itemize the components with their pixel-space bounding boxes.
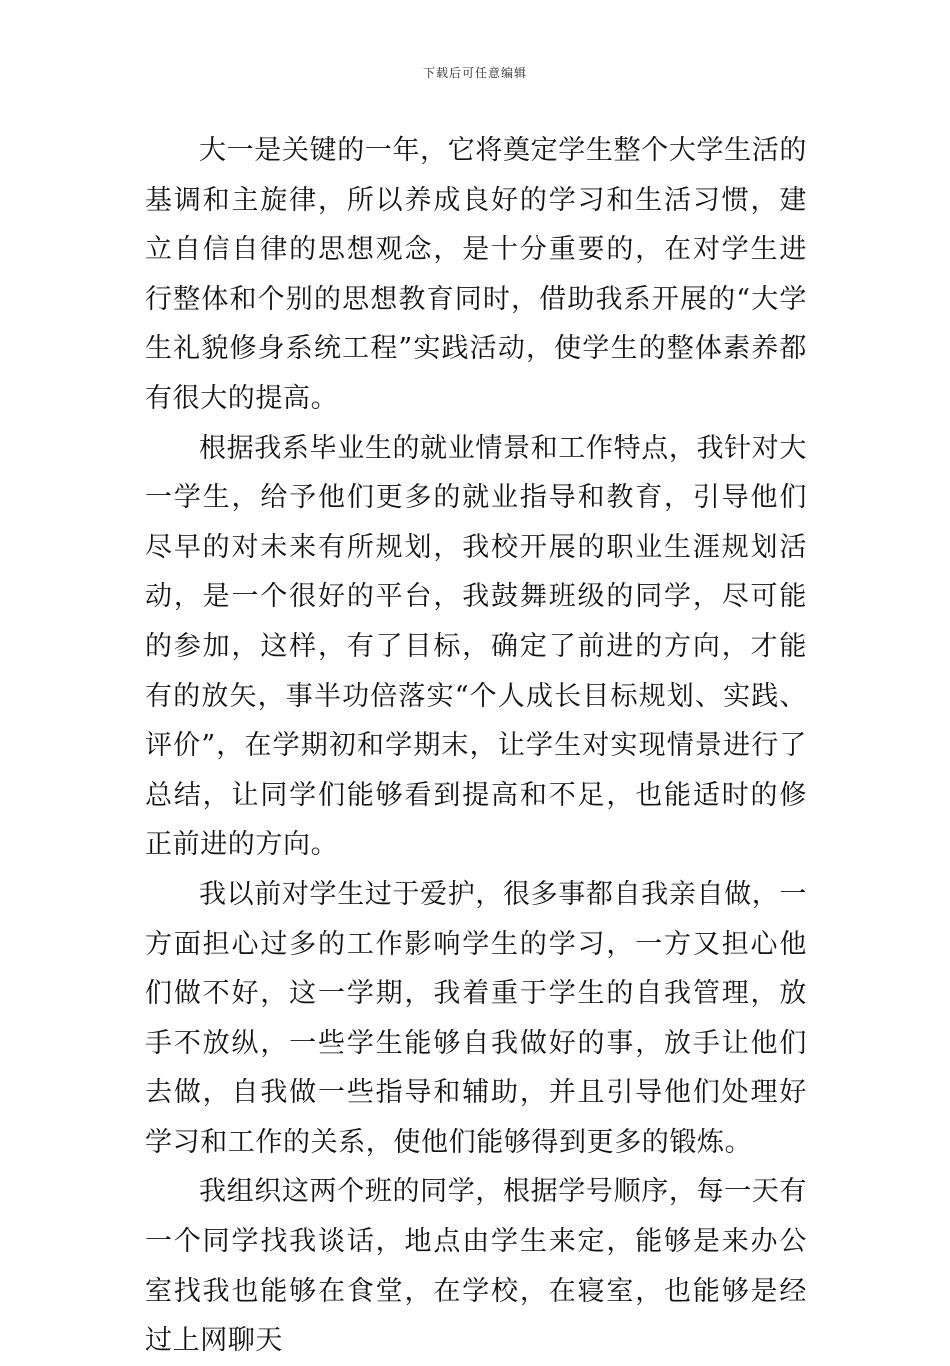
paragraph-2: 根据我系毕业生的就业情景和工作特点，我针对大一学生，给予他们更多的就业指导和教育，引导他们尽早的对未来有所规划，我校开展的职业生涯规划活动，是一个很好的平台，我鼓舞班级的同学，尽可能的参加，这样，有了目标，确定了前进的方向，才能有的放矢，事半功倍落实“个人成长目标规划、实践、评价”，在学期初和学期末，让学生对实现情景进行了总结，让同学们能够看到提高和不足，也能适时的修正前进的方向。 [145, 432, 807, 861]
document-body [145, 126, 807, 1366]
paragraph-1: 大一是关键的一年，它将奠定学生整个大学生活的基调和主旋律，所以养成良好的学习和生活习惯，建立自信自律的思想观念，是十分重要的，在对学生进行整体和个别的思想教育同时，借助我系开展的“大学生礼貌修身系统工程”实践活动，使学生的整体素养都有很大的提高。 [145, 135, 807, 414]
page-header: 下载后可任意编辑 [422, 66, 527, 80]
paragraph-4: 我组织这两个班的同学，根据学号顺序，每一天有一个同学找我谈话，地点由学生来定，能够是来办公室找我也能够在食堂，在学校，在寝室，也能够是经过上网聊天 [145, 1176, 807, 1357]
paragraph-3: 我以前对学生过于爱护，很多事都自我亲自做，一方面担心过多的工作影响学生的学习，一方又担心他们做不好，这一学期，我着重于学生的自我管理，放手不放纵，一些学生能够自我做好的事，放手让他们去做，自我做一些指导和辅助，并且引导他们处理好学习和工作的关系，使他们能够得到更多的锻炼。 [145, 878, 807, 1158]
